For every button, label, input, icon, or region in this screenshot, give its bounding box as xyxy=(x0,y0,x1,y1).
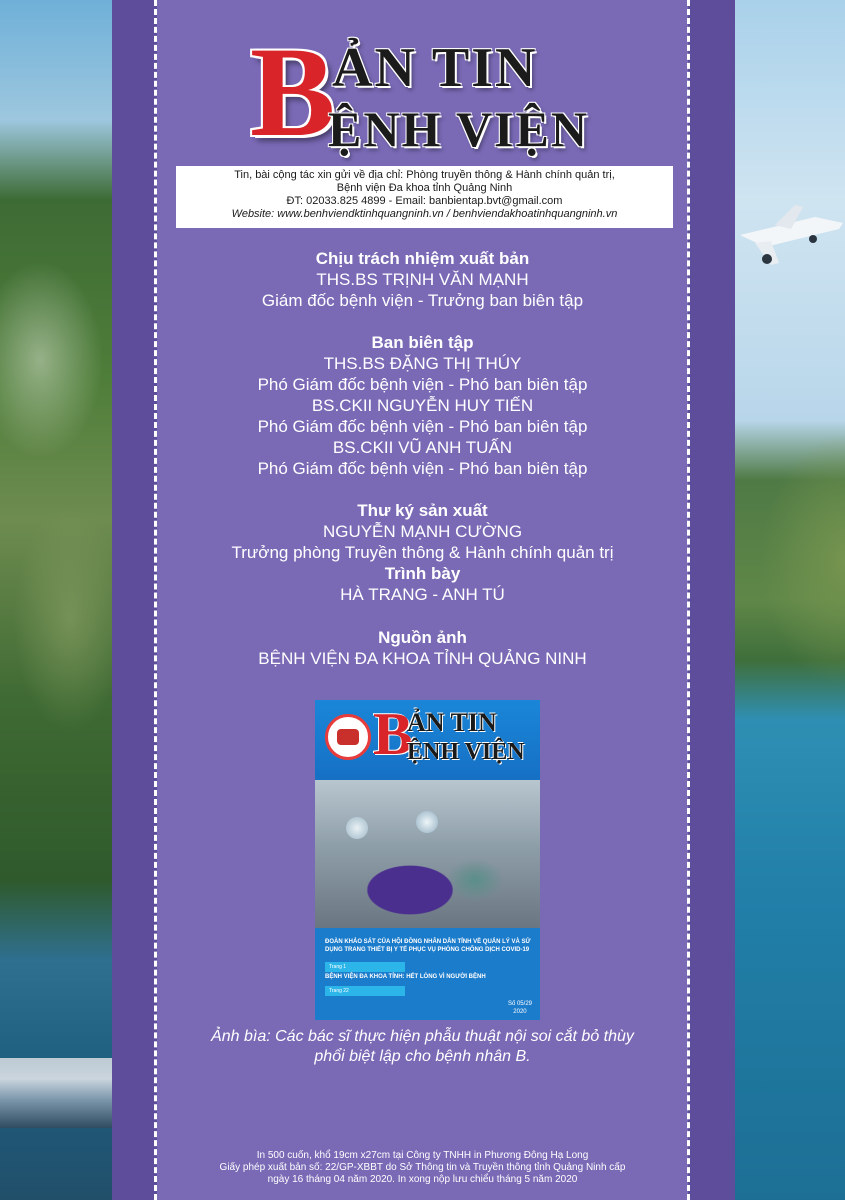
background-scenery-right xyxy=(735,0,845,1200)
editorial-section xyxy=(157,332,688,479)
layout-heading: Trình bày xyxy=(384,564,461,583)
production-heading: Thư ký sản xuất xyxy=(357,501,488,520)
cover-story-1-page: Trang 1 xyxy=(325,962,405,972)
layout-name: HÀ TRANG - ANH TÚ xyxy=(340,585,505,604)
publisher-role: Giám đốc bệnh viện - Trưởng ban biên tập xyxy=(261,291,584,310)
caption-line-2: phổi biệt lập cho bệnh nhân B. xyxy=(314,1048,531,1065)
editor-role: Phó Giám đốc bệnh viện - Phó ban biên tập xyxy=(257,375,588,394)
cover-title-line-2: ỆNH VIỆN xyxy=(407,739,525,765)
caption-line-1: Ảnh bìa: Các bác sĩ thực hiện phẫu thuật nội soi cắt bỏ thùy xyxy=(211,1028,634,1045)
hospital-logo-icon xyxy=(325,714,371,760)
boat-image xyxy=(0,1058,112,1128)
masthead-logo xyxy=(250,21,610,163)
cover-headlines xyxy=(315,928,540,1020)
cover-caption xyxy=(157,1027,688,1067)
contact-address: Tin, bài cộng tác xin gửi về địa chỉ: Phòng truyền thông & Hành chính quản trị, xyxy=(234,169,615,181)
editor-role: Phó Giám đốc bệnh viện - Phó ban biên tập xyxy=(257,417,588,436)
cover-story-2-page: Trang 22 xyxy=(325,986,405,996)
editor-role: Phó Giám đốc bệnh viện - Phó ban biên tập xyxy=(257,459,588,478)
masthead-line-2: ỆNH VIỆN xyxy=(328,101,589,157)
editor-name: THS.BS ĐẶNG THỊ THÚY xyxy=(323,354,522,373)
cover-story-2: BỆNH VIỆN ĐA KHOA TỈNH: HẾT LÒNG VÌ NGƯỜI BỆNH xyxy=(325,974,486,980)
editor-name: BS.CKII NGUYỄN HUY TIẾN xyxy=(311,396,534,415)
background-scenery-left xyxy=(0,0,112,1200)
publisher-heading: Chịu trách nhiệm xuất bản xyxy=(315,249,530,268)
photo-source-heading: Nguồn ảnh xyxy=(378,628,467,647)
masthead-big-letter: B xyxy=(250,21,336,163)
cover-header xyxy=(315,700,540,780)
photo-source-section xyxy=(157,627,688,669)
contact-box xyxy=(176,166,673,228)
publisher-section xyxy=(157,248,688,311)
surgery-photo xyxy=(315,780,540,928)
print-info-footer xyxy=(157,1150,688,1186)
masthead-line-1: ẢN TIN xyxy=(332,37,538,99)
seaplane-image xyxy=(735,195,845,275)
cover-issue xyxy=(508,1000,532,1016)
footer-line-1: In 500 cuốn, khổ 19cm x27cm tại Công ty TNHH in Phương Đông Hạ Long xyxy=(256,1150,589,1161)
cover-issue-number: Số 05/29 xyxy=(507,1001,532,1007)
cover-thumbnail xyxy=(315,700,540,1020)
editorial-heading: Ban biên tập xyxy=(371,333,474,352)
cover-story-1: ĐOÀN KHẢO SÁT CỦA HỘI ĐỒNG NHÂN DÂN TỈNH VỀ QUẢN LÝ VÀ SỬ DỤNG TRANG THIẾT BỊ Y TẾ PHỤC VỤ PHÒNG CHỐNG DỊCH COVID-19 xyxy=(325,939,531,953)
cover-big-letter: B xyxy=(373,701,414,767)
contact-website: Website: www.benhviendktinhquangninh.vn / benhviendakhoatinhquangninh.vn xyxy=(231,208,618,220)
publisher-name: THS.BS TRỊNH VĂN MẠNH xyxy=(316,270,529,289)
contact-hospital: Bệnh viện Đa khoa tỉnh Quảng Ninh xyxy=(336,182,513,194)
production-role: Trưởng phòng Truyền thông & Hành chính quản trị xyxy=(231,543,614,562)
production-section xyxy=(157,500,688,605)
contact-phone-email: ĐT: 02033.825 4899 - Email: banbientap.bvt@gmail.com xyxy=(286,195,563,207)
production-name: NGUYỄN MẠNH CƯỜNG xyxy=(322,522,523,541)
cover-title-line-1: ẢN TIN xyxy=(407,708,497,737)
footer-line-2: Giấy phép xuất bản số: 22/GP-XBBT do Sở Thông tin và Truyền thông tỉnh Quảng Ninh cấp xyxy=(219,1162,626,1173)
cover-issue-year: 2020 xyxy=(513,1009,527,1015)
editor-name: BS.CKII VŨ ANH TUẤN xyxy=(332,438,513,457)
photo-source-name: BỆNH VIỆN ĐA KHOA TỈNH QUẢNG NINH xyxy=(258,649,587,668)
footer-line-3: ngày 16 tháng 04 năm 2020. In xong nộp lưu chiểu tháng 5 năm 2020 xyxy=(267,1174,578,1185)
